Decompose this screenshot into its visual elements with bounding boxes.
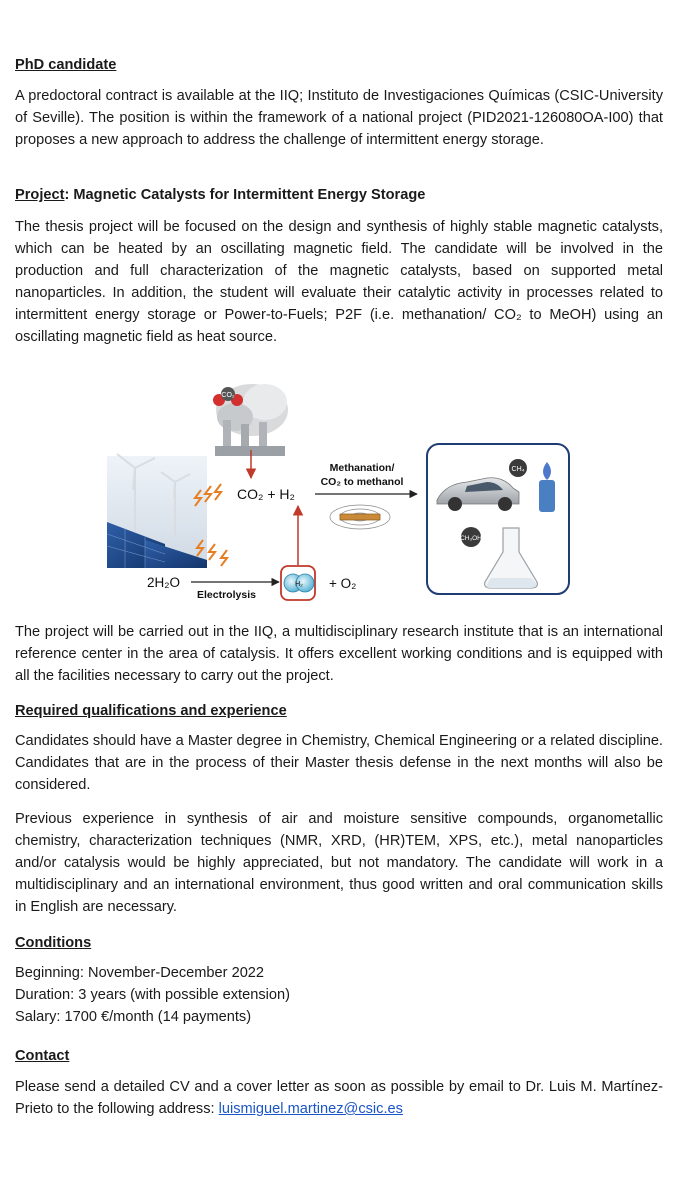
process-label-1: Methanation/ bbox=[329, 462, 395, 474]
conditions-duration: Duration: 3 years (with possible extension) bbox=[15, 987, 290, 1003]
oxygen-label: + O₂ bbox=[329, 576, 357, 591]
electrolysis-label: Electrolysis bbox=[197, 589, 256, 601]
qualifications-paragraph-1: Candidates should have a Master degree in Chemistry, Chemical Engineering or a related discipline. Candidates that are in the process of their Master thesis defense in the next months will also be considered. bbox=[15, 733, 663, 793]
contact-paragraph bbox=[15, 1076, 663, 1120]
qualifications-heading: Required qualifications and experience bbox=[15, 703, 287, 719]
project-paragraph: The thesis project will be focused on the design and synthesis of highly stable magnetic catalysts, which can be heated by an oscillating magnetic field. The candidate will be involved in the production and full characterization of the magnetic catalysts, based on supported metal nanoparticles. In addition, the student will evaluate their catalytic activity in processes related to intermittent energy storage or Power-to-Fuels; P2F (i.e. methanation/ CO₂ to MeOH) using an oscillating magnetic field as heat source. bbox=[15, 219, 663, 345]
contact-email-link[interactable]: luismiguel.martinez@csic.es bbox=[218, 1101, 403, 1117]
magnetic-field-icon bbox=[330, 505, 390, 529]
conditions-salary: Salary: 1700 €/month (14 payments) bbox=[15, 1009, 252, 1025]
conditions-heading: Conditions bbox=[15, 935, 92, 951]
conditions-beginning: Beginning: November-December 2022 bbox=[15, 965, 265, 981]
qualifications-paragraph-2: Previous experience in synthesis of air and moisture sensitive compounds, organometallic chemistry, characterization techniques (NMR, XRD, (HR)TEM, XPS, etc.), metal nanoparticles and/or catalysis would be highly appreciated, but not mandatory. The candidate will work in a multidisciplinary and an international environment, thus good written and oral communication skills in English are necessary. bbox=[15, 811, 663, 915]
project-paragraph-2: The project will be carried out in the IIQ, a multidisciplinary research institute that is an international reference center in the area of catalysis. It offers excellent working conditions and is equipped with all the facilities necessary to carry out the project. bbox=[15, 624, 663, 684]
process-diagram bbox=[95, 372, 575, 607]
water-label: 2H₂O bbox=[147, 575, 180, 590]
project-title: : Magnetic Catalysts for Intermittent Energy Storage bbox=[64, 187, 426, 203]
conditions-list bbox=[15, 962, 663, 1028]
ch4-label: CH₄ bbox=[511, 466, 525, 473]
h2-molecule-label: H₂ bbox=[295, 581, 303, 588]
reaction-label: CO₂ + H₂ bbox=[237, 486, 295, 502]
contact-text: Please send a detailed CV and a cover letter as soon as possible by email to Dr. Luis M. Martínez-Prieto to the following address: bbox=[15, 1079, 663, 1117]
process-label-2: CO₂ to methanol bbox=[320, 476, 404, 488]
contact-heading: Contact bbox=[15, 1048, 70, 1064]
co2-molecule-label: CO₂ bbox=[221, 392, 235, 399]
project-heading bbox=[15, 184, 425, 206]
ch3oh-label: CH₃OH bbox=[460, 535, 482, 542]
project-label: Project bbox=[15, 187, 65, 203]
phd-paragraph: A predoctoral contract is available at the IIQ; Instituto de Investigaciones Químicas (CSIC-University of Seville). The position is within the framework of a national project (PID2021-126080OA-I00) that proposes a new approach to address the challenge of intermittent energy storage. bbox=[15, 88, 663, 148]
factory-co2-image bbox=[213, 384, 288, 456]
phd-heading: PhD candidate bbox=[15, 57, 117, 73]
renewable-energy-image bbox=[107, 454, 207, 568]
